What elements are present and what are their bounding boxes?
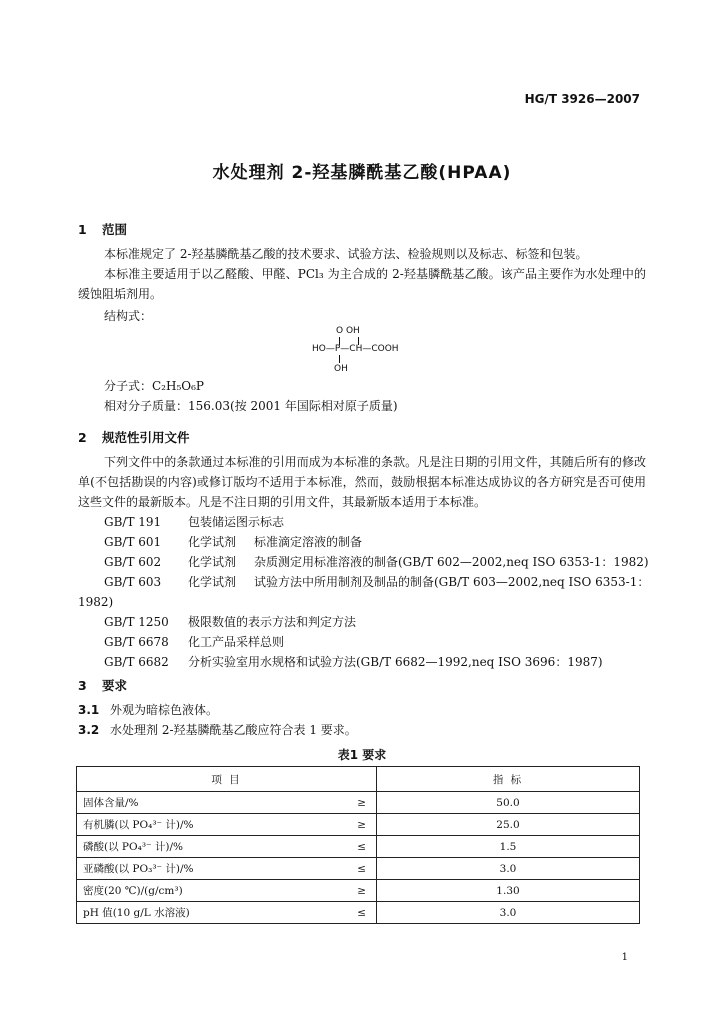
table-row	[77, 880, 640, 902]
clause-3-2	[78, 720, 357, 740]
section-number: 3	[78, 678, 87, 693]
reference-code: GB/T 6678	[104, 635, 169, 649]
section-2-heading	[78, 428, 190, 446]
reference-item	[104, 652, 603, 672]
table-row	[77, 814, 640, 836]
reference-item	[104, 572, 649, 592]
formula-top: O OH	[336, 326, 360, 336]
section-number: 2	[78, 430, 87, 445]
table-row	[77, 792, 640, 814]
row-value: 3.0	[377, 902, 640, 924]
section-1-para-2: 本标准主要适用于以乙醛酸、甲醛、PCl₃ 为主合成的 2-羟基膦酰基乙酸。该产品主要作为水处理中的缓蚀阻垢剂用。	[78, 267, 646, 301]
reference-item	[104, 632, 284, 652]
formula-bond	[339, 355, 340, 363]
section-title: 要求	[102, 678, 128, 693]
row-symbol: ≥	[330, 814, 377, 836]
column-header-value: 指 标	[377, 767, 640, 792]
table-row	[77, 836, 640, 858]
standard-code: HG/T 3926—2007	[524, 92, 640, 106]
reference-code: GB/T 603	[104, 575, 162, 589]
formula-middle: HO—P—CH—COOH	[312, 344, 399, 354]
reference-code: GB/T 602	[104, 555, 162, 569]
section-2-intro: 下列文件中的条款通过本标准的引用而成为本标准的条款。凡是注日期的引用文件，其随后所有的修改单(不包括勘误的内容)或修订版均不适用于本标准，然而，鼓励根据本标准达成协议的各方研究是否可使用这些文件的最新版本。凡是不注日期的引用文件，其最新版本适用于本标准。	[78, 455, 646, 509]
reference-code: GB/T 6682	[104, 655, 169, 669]
section-title: 规范性引用文件	[102, 430, 190, 445]
reference-name: 分析实验室用水规格和试验方法(GB/T 6682—1992,neq ISO 3696：1987)	[188, 655, 603, 669]
reference-name: 化工产品采样总则	[188, 635, 285, 649]
reference-desc: 标准滴定溶液的制备	[254, 535, 363, 549]
row-value: 3.0	[377, 858, 640, 880]
table-row	[77, 902, 640, 924]
reference-desc: 杂质测定用标准溶液的制备(GB/T 602—2002,neq ISO 6353-1：1982)	[254, 555, 649, 569]
structure-label: 结构式：	[104, 309, 153, 323]
reference-item	[104, 612, 356, 632]
clause-number: 3.1	[78, 703, 100, 717]
row-value: 50.0	[377, 792, 640, 814]
row-item: 亚磷酸(以 PO₃³⁻ 计)/%	[77, 858, 331, 880]
section-3-heading	[78, 676, 127, 694]
reference-item	[104, 552, 649, 572]
row-symbol: ≤	[330, 902, 377, 924]
reference-name: 极限数值的表示方法和判定方法	[188, 615, 357, 629]
clause-text: 外观为暗棕色液体。	[110, 703, 219, 717]
reference-desc: 试验方法中所用制剂及制品的制备(GB/T 603—2002,neq ISO 6353-1：	[254, 575, 650, 589]
row-value: 1.5	[377, 836, 640, 858]
section-title: 范围	[102, 222, 128, 237]
reference-continuation: 1982)	[78, 595, 114, 609]
row-value: 1.30	[377, 880, 640, 902]
reference-item	[104, 532, 362, 552]
reference-item	[104, 512, 284, 532]
reference-name: 化学试剂	[188, 555, 237, 569]
row-item: 磷酸(以 PO₄³⁻ 计)/%	[77, 836, 331, 858]
table-header-row	[77, 767, 640, 792]
clause-text: 水处理剂 2-羟基膦酰基乙酸应符合表 1 要求。	[110, 723, 357, 737]
column-header-item: 项 目	[77, 767, 377, 792]
row-symbol: ≤	[330, 858, 377, 880]
molecular-mass: 相对分子质量：156.03(按 2001 年国际相对原子质量)	[104, 399, 398, 413]
reference-name: 化学试剂	[188, 535, 237, 549]
row-item: 有机膦(以 PO₄³⁻ 计)/%	[77, 814, 331, 836]
row-item: 固体含量/%	[77, 792, 331, 814]
row-item: 密度(20 ℃)/(g/cm³)	[77, 880, 331, 902]
row-symbol: ≤	[330, 836, 377, 858]
clause-3-1	[78, 700, 218, 720]
section-1-para-1: 本标准规定了 2-羟基膦酰基乙酸的技术要求、试验方法、检验规则以及标志、标签和包装。	[104, 247, 588, 261]
row-item: pH 值(10 g/L 水溶液)	[77, 902, 331, 924]
formula-bottom: OH	[334, 364, 348, 374]
table-caption: 表1 要求	[337, 748, 387, 762]
row-symbol: ≥	[330, 792, 377, 814]
page-number: 1	[621, 952, 628, 963]
reference-code: GB/T 1250	[104, 615, 169, 629]
reference-name: 化学试剂	[188, 575, 237, 589]
section-1-heading	[78, 220, 127, 238]
reference-name: 包装储运图示标志	[188, 515, 285, 529]
row-symbol: ≥	[330, 880, 377, 902]
table-row	[77, 858, 640, 880]
molecular-formula: 分子式：C₂H₅O₆P	[104, 379, 204, 393]
reference-code: GB/T 601	[104, 535, 162, 549]
section-number: 1	[78, 222, 87, 237]
row-value: 25.0	[377, 814, 640, 836]
document-title: 水处理剂 2-羟基膦酰基乙酸(HPAA)	[212, 163, 512, 183]
reference-code: GB/T 191	[104, 515, 162, 529]
clause-number: 3.2	[78, 723, 100, 737]
requirements-table	[76, 766, 640, 924]
